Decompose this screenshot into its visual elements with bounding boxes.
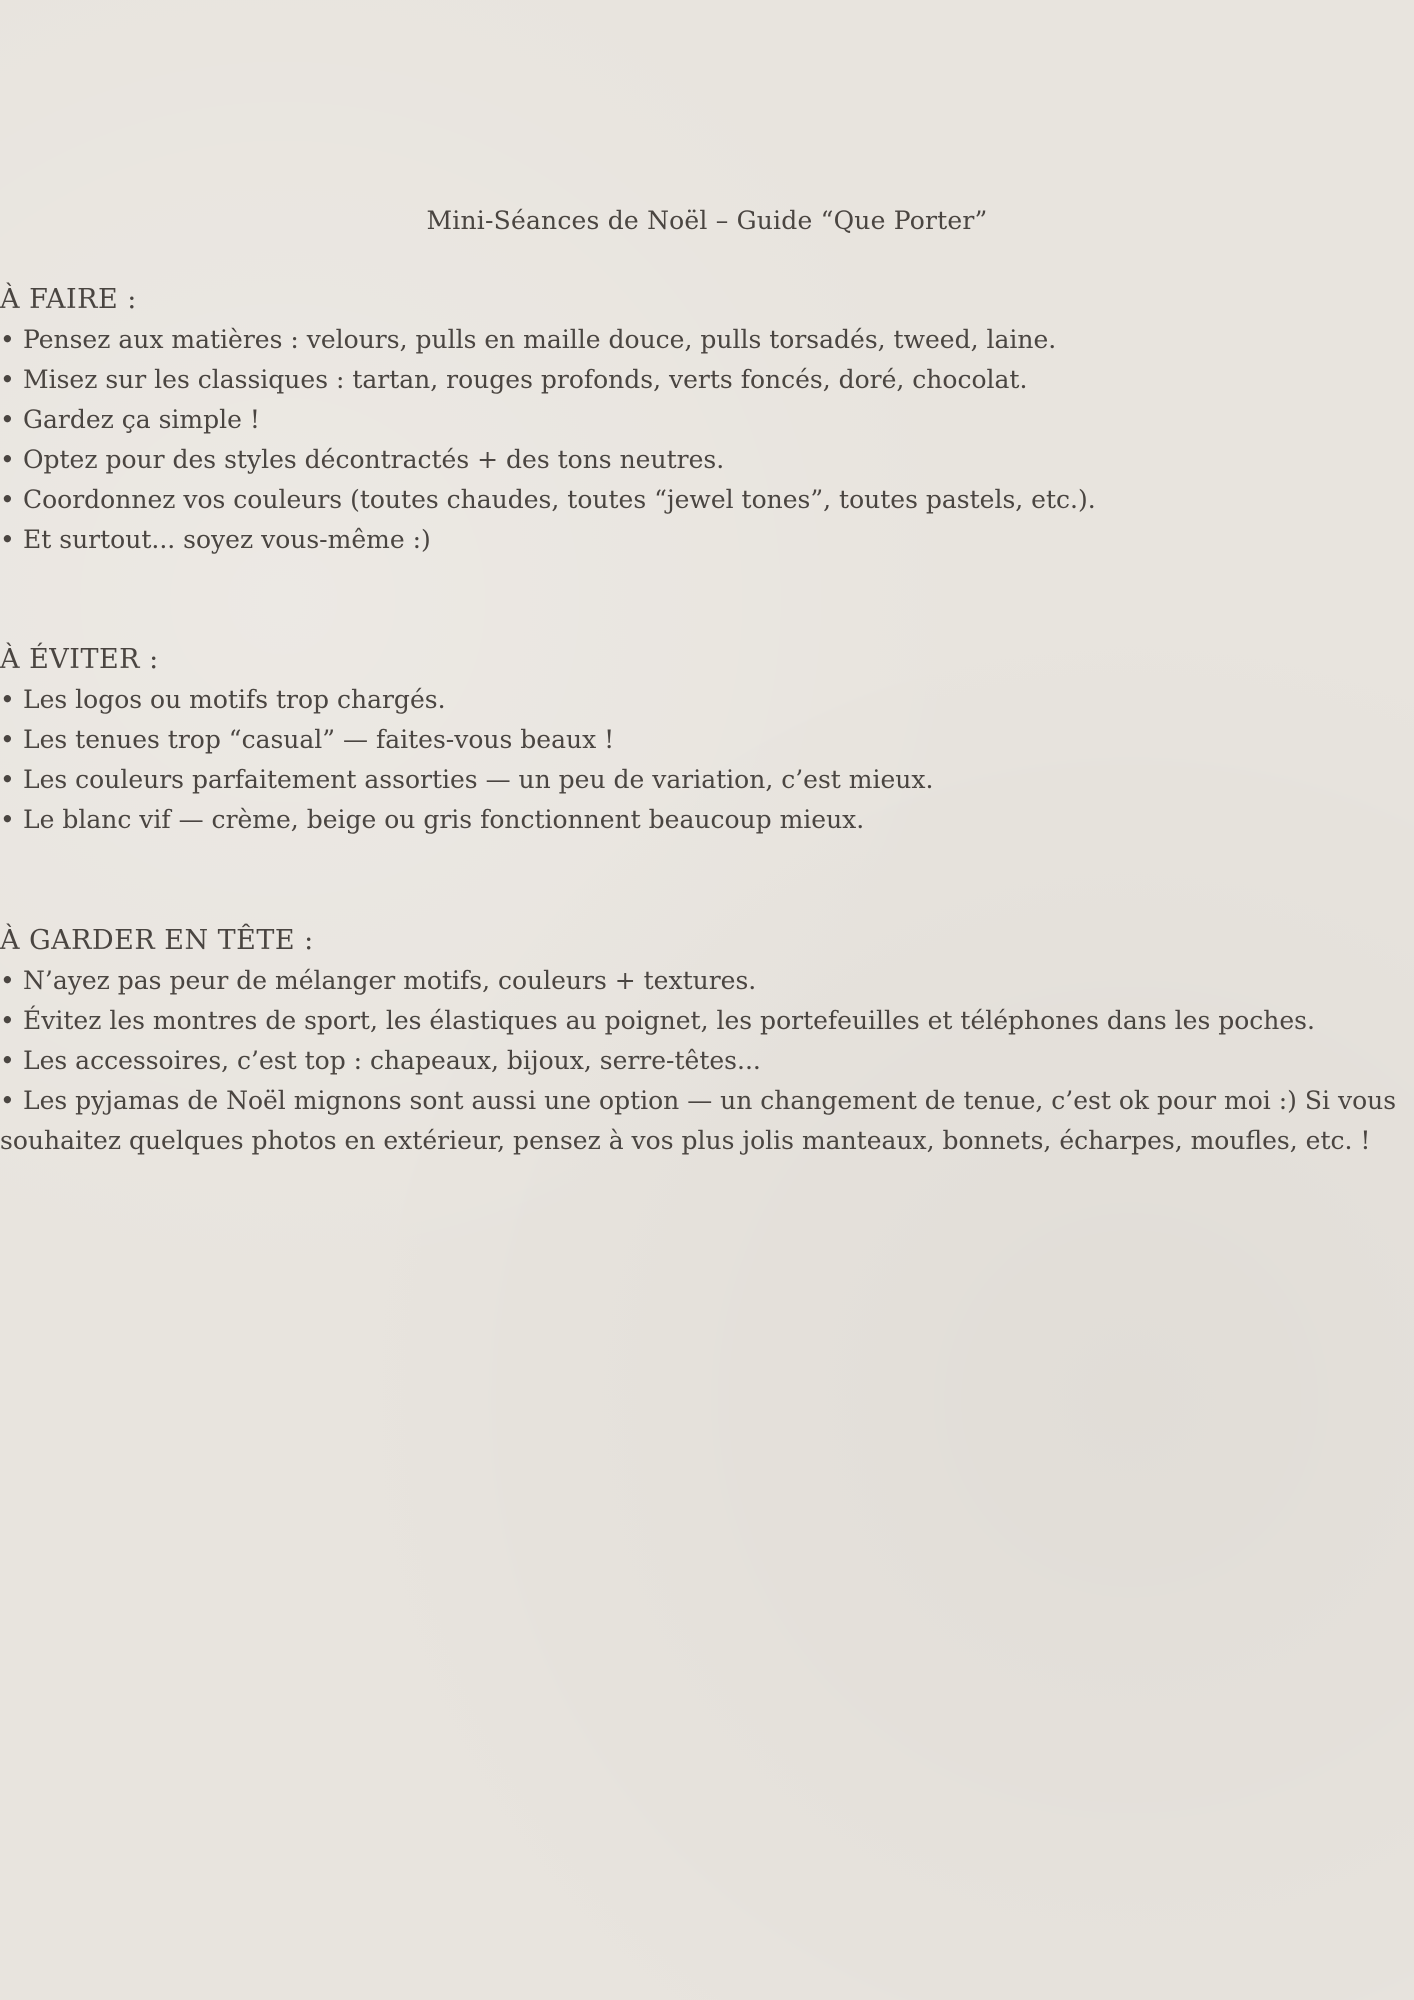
section-avoid xyxy=(0,640,1414,840)
list-item xyxy=(0,480,1414,520)
bullet-icon: • xyxy=(0,1006,15,1035)
list-item xyxy=(0,1041,1414,1081)
section-heading: À GARDER EN TÊTE : xyxy=(0,925,314,956)
list-item-text: Les couleurs parfaitement assorties — un peu de variation, c’est mieux. xyxy=(23,765,934,794)
list-item-text: Les pyjamas de Noël mignons sont aussi une option — un changement de tenue, c’est ok pour moi :) Si vous souhaitez quelques photos en extérieur, pensez à vos plus jolis manteaux, bonnets, écharpes, moufles, etc. ! xyxy=(0,1086,1397,1155)
list-item-text: Les tenues trop “casual” — faites-vous beaux ! xyxy=(23,725,615,754)
section-keep-in-mind xyxy=(0,921,1414,1161)
bullet-icon: • xyxy=(0,805,15,834)
list-item-text: Misez sur les classiques : tartan, rouges profonds, verts foncés, doré, chocolat. xyxy=(23,365,1028,394)
list-item-text: Les accessoires, c’est top : chapeaux, bijoux, serre-têtes... xyxy=(23,1046,761,1075)
bullet-icon: • xyxy=(0,1046,15,1075)
list-item-text: Gardez ça simple ! xyxy=(23,405,260,434)
bullet-icon: • xyxy=(0,365,15,394)
list-item-text: Optez pour des styles décontractés + des tons neutres. xyxy=(23,445,725,474)
list-item xyxy=(0,680,1414,720)
bullet-icon: • xyxy=(0,725,15,754)
list-item xyxy=(0,760,1414,800)
section-heading: À ÉVITER : xyxy=(0,644,159,675)
list-item xyxy=(0,961,1414,1001)
section-do xyxy=(0,280,1414,560)
bullet-icon: • xyxy=(0,966,15,995)
list-item xyxy=(0,720,1414,760)
section-heading: À FAIRE : xyxy=(0,284,137,315)
bullet-icon: • xyxy=(0,325,15,354)
bullet-list xyxy=(0,961,1414,1161)
list-item-text: Pensez aux matières : velours, pulls en maille douce, pulls torsadés, tweed, laine. xyxy=(23,325,1057,354)
bullet-list xyxy=(0,680,1414,840)
bullet-icon: • xyxy=(0,405,15,434)
list-item xyxy=(0,800,1414,840)
page-title: Mini-Séances de Noël – Guide “Que Porter” xyxy=(426,206,988,235)
bullet-icon: • xyxy=(0,1086,15,1115)
bullet-icon: • xyxy=(0,485,15,514)
list-item xyxy=(0,360,1414,400)
bullet-icon: • xyxy=(0,445,15,474)
list-item-text: Évitez les montres de sport, les élastiques au poignet, les portefeuilles et téléphones dans les poches. xyxy=(23,1006,1315,1035)
bullet-icon: • xyxy=(0,765,15,794)
bullet-icon: • xyxy=(0,685,15,714)
list-item-text: N’ayez pas peur de mélanger motifs, couleurs + textures. xyxy=(23,966,757,995)
list-item-text: Coordonnez vos couleurs (toutes chaudes, toutes “jewel tones”, toutes pastels, etc.). xyxy=(23,485,1096,514)
list-item xyxy=(0,320,1414,360)
list-item-text: Et surtout... soyez vous-même :) xyxy=(23,525,431,554)
bullet-list xyxy=(0,320,1414,560)
list-item-text: Le blanc vif — crème, beige ou gris fonctionnent beaucoup mieux. xyxy=(23,805,865,834)
list-item xyxy=(0,400,1414,440)
list-item xyxy=(0,1081,1414,1161)
list-item xyxy=(0,520,1414,560)
list-item-text: Les logos ou motifs trop chargés. xyxy=(23,685,446,714)
list-item xyxy=(0,440,1414,480)
list-item xyxy=(0,1001,1414,1041)
bullet-icon: • xyxy=(0,525,15,554)
